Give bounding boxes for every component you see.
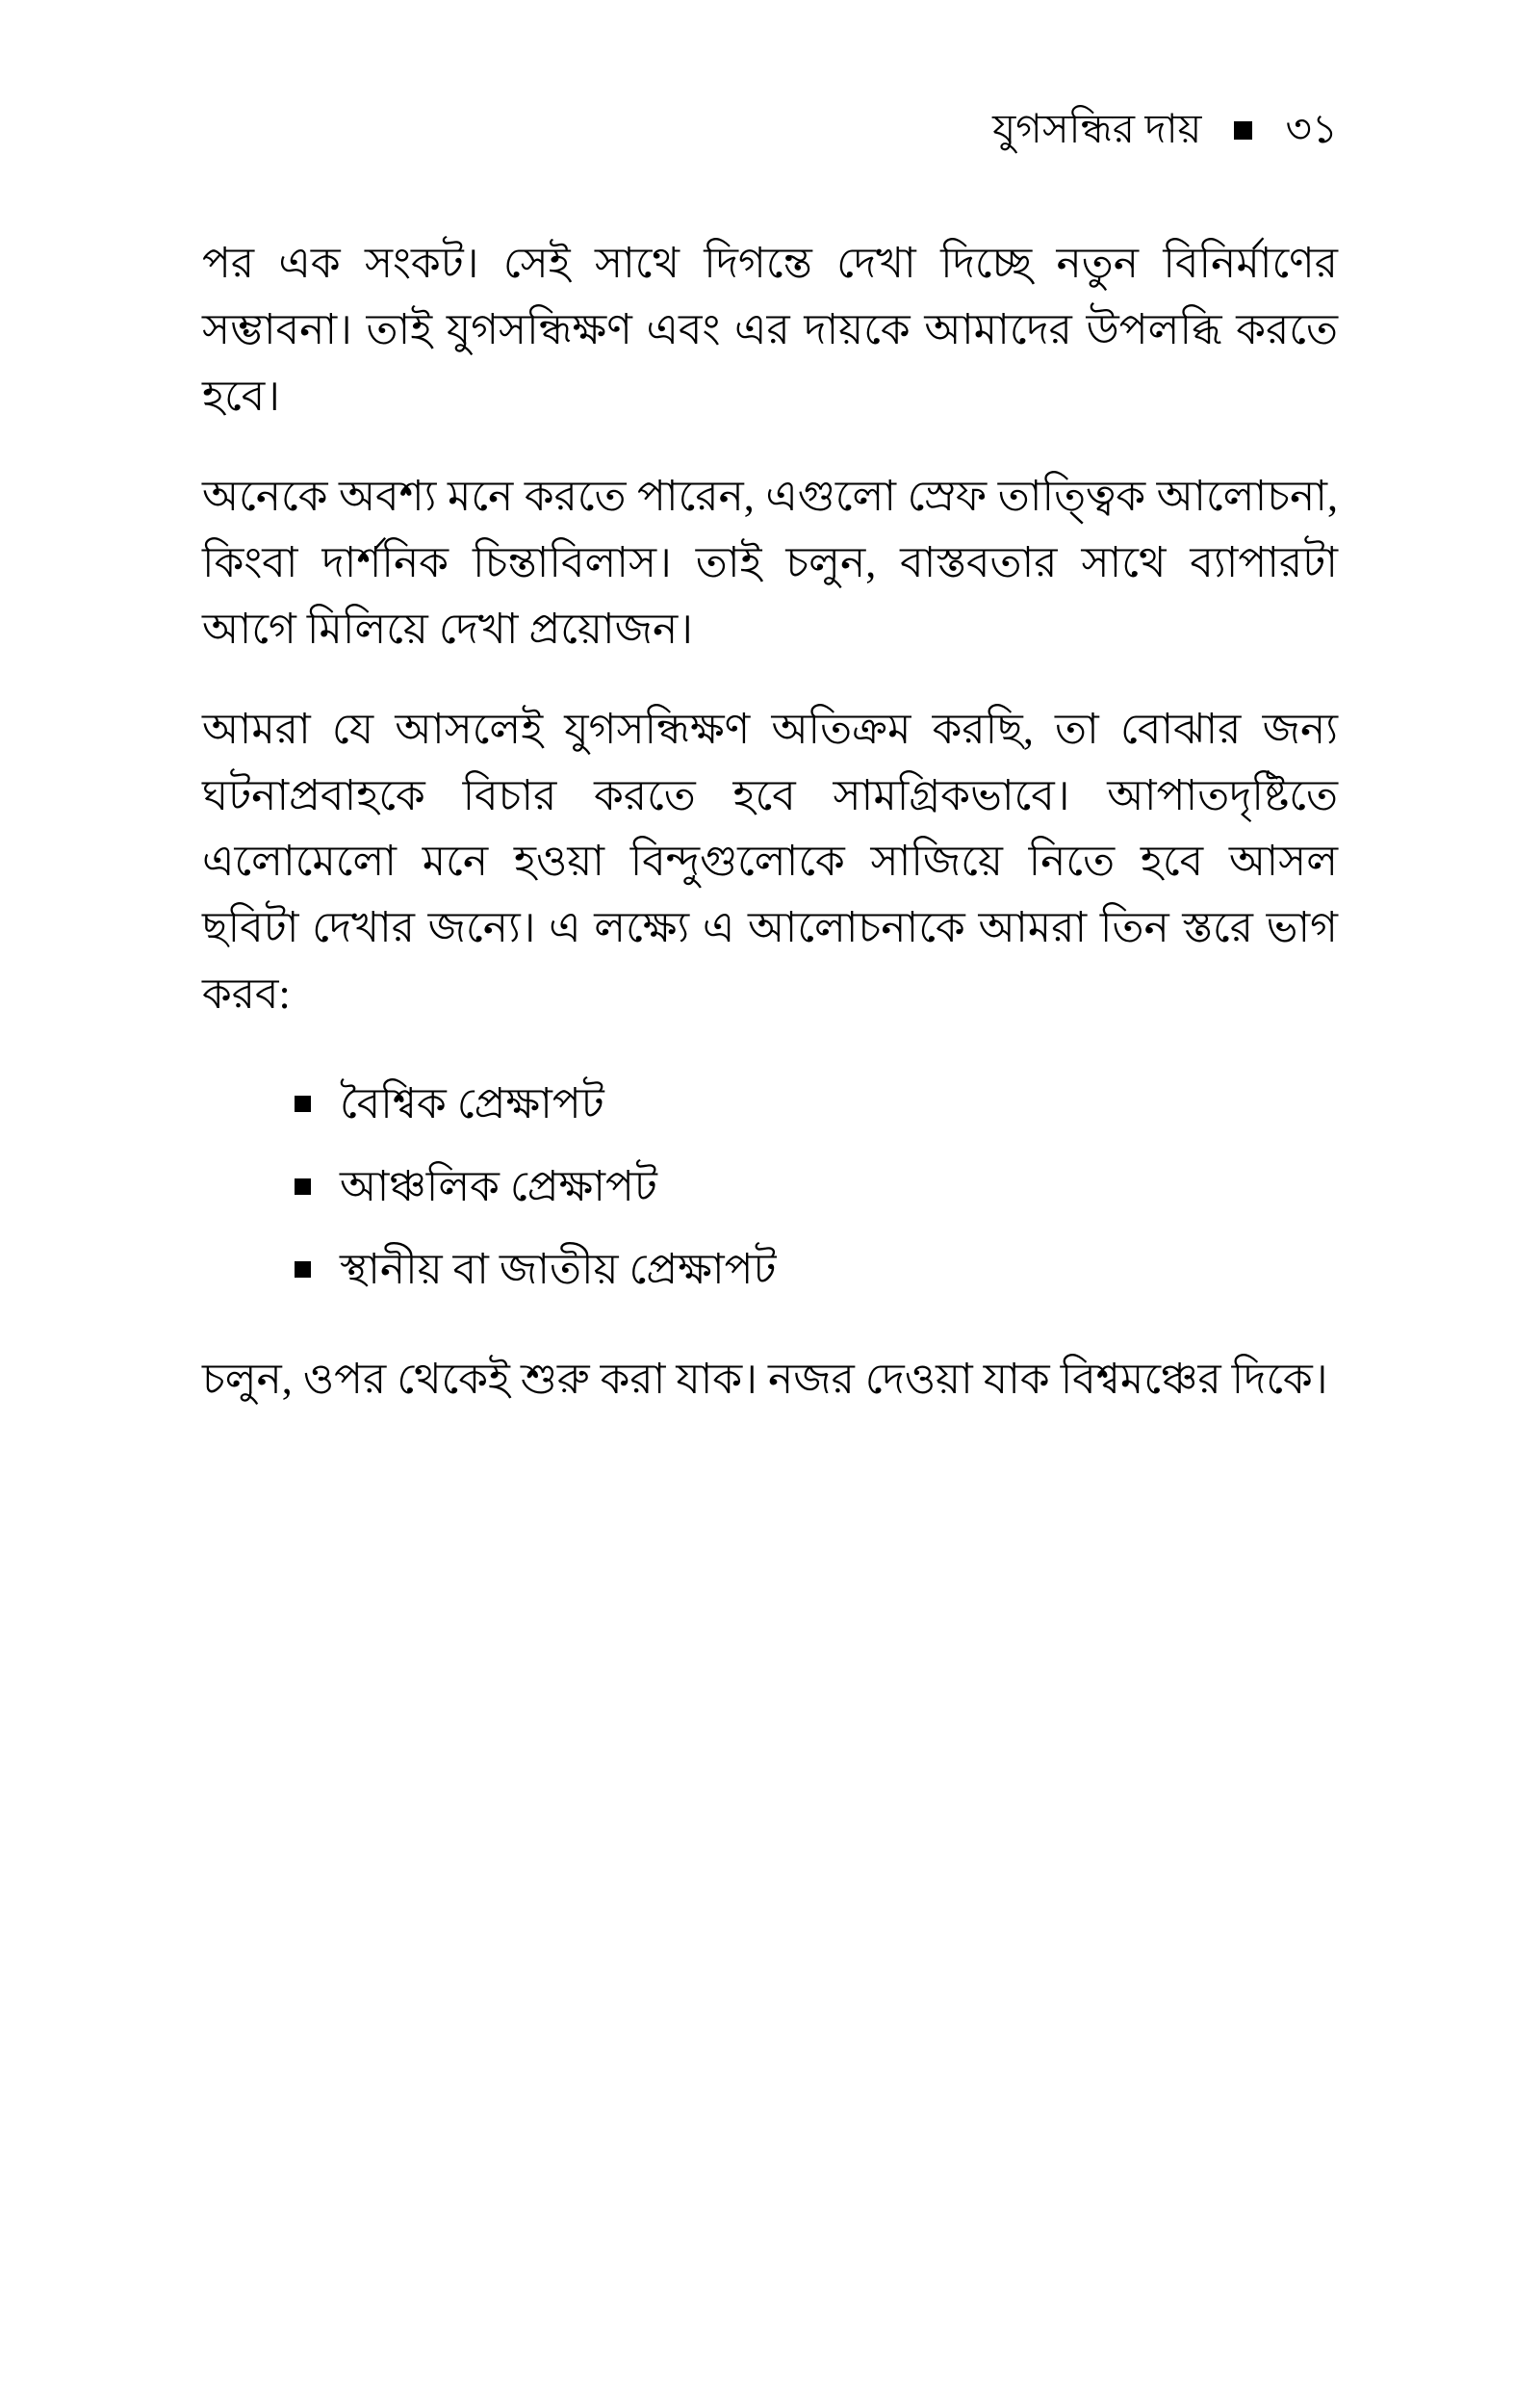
bullet-label: বৈশ্বিক প্রেক্ষাপট [340, 1080, 604, 1128]
paragraph: অনেকে অবশ্য মনে করতে পারেন, এগুলো স্রেফ তাত্ত্বিক আলোচনা, কিংবা দার্শনিক চিন্তাবিলাস। তাই চলুন, বাস্তবতার সাথে ব্যাপারটা আগে মিলিয়ে দেখা প্রয়োজন। [202, 473, 1338, 653]
list-item [295, 1156, 1338, 1218]
running-header [202, 106, 1338, 154]
paragraph: পর এক সংকট। সেই সাথে দিগন্তে দেখা দিচ্ছে নতুন বিনির্মাণের সম্ভাবনা। তাই যুগসন্ধিক্ষণ এবং এর দায়কে আমাদের উপলব্ধি করতে হবে। [202, 240, 1338, 420]
square-bullet-icon [295, 1096, 311, 1112]
list-item [295, 1074, 1338, 1135]
square-bullet-icon [295, 1261, 311, 1278]
bullet-list [202, 1074, 1338, 1300]
book-title: যুগসন্ধির দায় [992, 108, 1202, 152]
bullet-label: স্থানীয় বা জাতীয় প্রেক্ষাপট [340, 1245, 777, 1293]
text-block [202, 0, 1338, 1412]
paragraph: আমরা যে আসলেই যুগসন্ধিক্ষণ অতিক্রম করছি, তা বোঝার জন্য ঘটনাপ্রবাহকে বিচার করতে হবে সামগ্রিকভাবে। আপাতদৃষ্টিতে এলোমেলো মনে হওয়া বিন্দুগুলোকে সাজিয়ে নিতে হবে আসল ছবিটা দেখার জন্যে। এ লক্ষ্যে এ আলোচনাকে আমরা তিন স্তরে ভাগ করব: [202, 706, 1338, 1018]
page-body [202, 231, 1338, 1412]
bullet-label: আঞ্চলিক প্রেক্ষাপট [340, 1163, 657, 1211]
header-square-icon [1234, 121, 1252, 140]
square-bullet-icon [295, 1178, 311, 1195]
page-number: ৩১ [1285, 108, 1338, 152]
list-item [295, 1239, 1338, 1301]
closing-paragraph: চলুন, ওপর থেকেই শুরু করা যাক। নজর দেওয়া যাক বিশ্বমঞ্চের দিকে। [202, 1355, 1328, 1403]
